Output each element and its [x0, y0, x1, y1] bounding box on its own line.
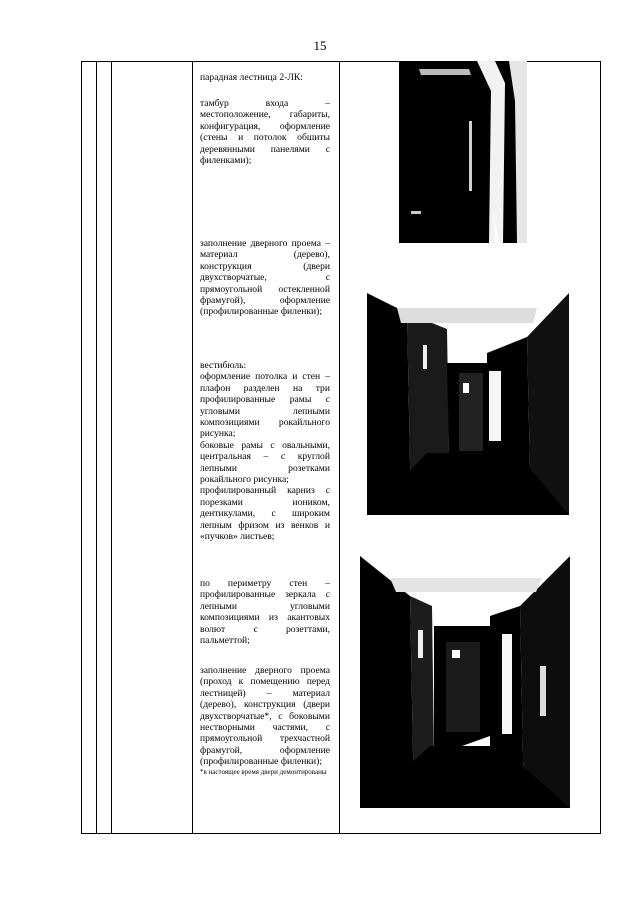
tambour-description: тамбур входа – местоположение, габариты, конфигурация, оформление (стены и потолок обшиты деревянными панелями с филенками);	[200, 98, 330, 167]
section-heading: парадная лестница 2-ЛК:	[200, 72, 303, 83]
door2-block	[200, 665, 330, 776]
column-divider	[111, 62, 112, 833]
perimeter-block	[200, 578, 330, 646]
door1-block	[200, 238, 330, 318]
corridor-photo-drawing	[360, 526, 570, 808]
photo-vestibule	[367, 253, 569, 515]
door1-description: заполнение дверного проема – материал (дерево), конструкция (двери двухстворчатые, с прямоугольной остекленной фрамугой), оформление (профилированные филенки);	[200, 238, 330, 318]
perimeter-description: по периметру стен – профилированные зеркала с лепными угловыми композициями из акантовых волют с розеттами, пальметтой;	[200, 578, 330, 647]
vestibule-ceiling: оформление потолка и стен – плафон разделен на три профилированные рамы с угловыми лепными композициями рокайльного рисунка;	[200, 371, 330, 440]
vestibule-title: вестибюль:	[200, 360, 247, 371]
column-divider	[339, 62, 340, 833]
column-divider	[192, 62, 193, 833]
vestibule-block	[200, 360, 330, 543]
photo-corridor	[360, 526, 570, 808]
tambour-photo-drawing	[399, 61, 527, 243]
heading-block	[200, 72, 330, 83]
photo-tambour	[399, 61, 527, 243]
door2-description: заполнение дверного проема (проход к помещению перед лестницей) – материал (дерево), конструкция (двери двухстворчатые*, с боковыми нестворными частями, с прямоугольной трехчастной фрамугой, оформление (профилированные филенки);	[200, 665, 330, 768]
footnote: *в настоящее время двери демонтированы	[200, 767, 327, 776]
vestibule-cornice: профилированный карниз с порезками иоником, дентикулами, с широким лепным фризом из венков и «пучков» листьев;	[200, 485, 330, 543]
page-number: 15	[313, 38, 327, 53]
column-divider	[96, 62, 97, 833]
tambour-block	[200, 98, 330, 166]
vestibule-photo-drawing	[367, 253, 569, 515]
vestibule-side-frames: боковые рамы с овальными, центральная – с круглой лепными розетками рокайльного рисунка;	[200, 439, 330, 486]
